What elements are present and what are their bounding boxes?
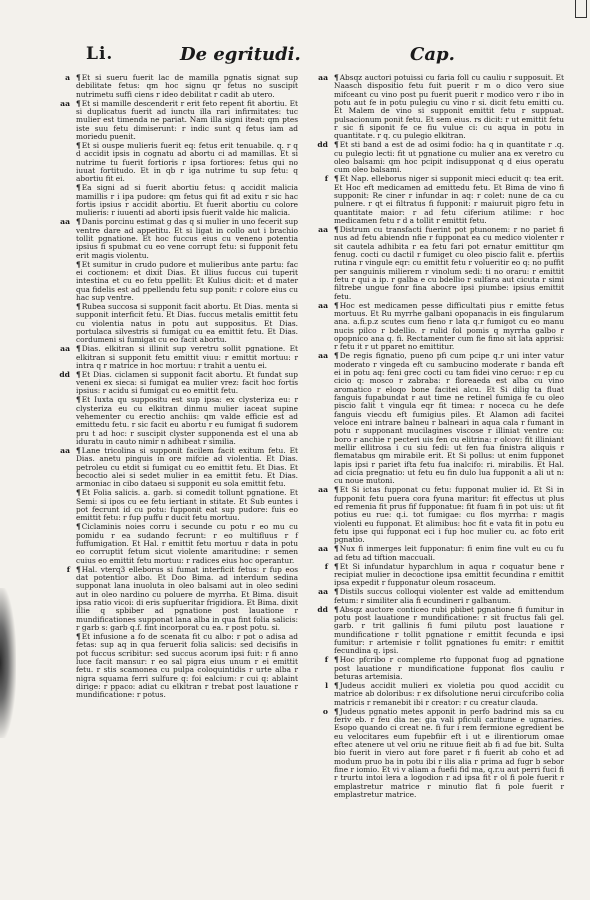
paragraph: [66, 564, 298, 633]
margin-marker: aa: [318, 485, 328, 495]
margin-marker: dd: [317, 604, 328, 614]
pilcrow-icon: ¶: [76, 259, 81, 269]
pilcrow-icon: ¶: [76, 446, 81, 456]
paragraph: [318, 587, 564, 605]
margin-marker: dd: [59, 369, 70, 379]
paragraph-text: Ciclaminis noies corru i secunde cu potu r eo mu cu pomidu r ea sudando fecrunt: r eo multifluus r f fuffumigation. Et Hal. r emittit fetu mortuu r data in potu eo corruptit fetum sicut violente amaritudine: r semen cuius eo emittit fetu mortuu: r radices eius hoc operantur.: [76, 522, 298, 565]
chapter-heading: Cap.: [410, 44, 455, 65]
pilcrow-icon: ¶: [334, 544, 339, 554]
running-title: De egritudi.: [180, 44, 301, 65]
margin-marker: aa: [60, 98, 70, 108]
paragraph-text: Hal. vterq3 elleborus si fumat interficit fetus: r fup eos dat potentior albo. Et Doo Bima. ad interdum sedina supponat lana inuoluta in oleo balsami aut in oleo sedini aut in oleo nardino cu poluere de myrrha. Et Bima. disuit ipsa ratio vicoi: di eris supfueritar frigidiora. Et Bima. dixit illie q spbiber ad pgnatione post lauatione r mundificationes supponat lana alba in qua fint folia salicis: r garb s: garb q.f. fint incorporat cu ea. r post potu. si.: [76, 564, 298, 633]
paragraph-text: Absqz auctori potuissi cu faria foll cu cauliu r supposuit. Et Naasch dispositio fetu fuit puerit r m o dico vero siue mifceant cu vino post pu fuerit puerit r modico vero r ibo in potu aut fe in potu pulegiu cu vino r si. dicit fetu emitti cu. Et Malem de vino si supponit emittit fetu r suppuat. pulsacionum ponit fetu. Et sem eius. rs dicit: r ut emittit fetu r sic fi siponit fe ce fiu vulue ci: cu aqua in potu in quantitate. r q. cu pulegio elkitran.: [334, 73, 564, 141]
paragraph: [60, 98, 298, 142]
margin-marker: aa: [318, 544, 328, 554]
margin-marker: f: [324, 655, 328, 665]
paragraph: [324, 655, 564, 681]
paragraph: [324, 561, 564, 588]
margin-marker: l: [325, 680, 328, 690]
pilcrow-icon: ¶: [76, 395, 81, 405]
pilcrow-icon: ¶: [334, 300, 339, 310]
pilcrow-icon: ¶: [76, 344, 81, 354]
paragraph: [317, 604, 564, 656]
pilcrow-icon: ¶: [334, 351, 339, 361]
paragraph: [322, 706, 564, 800]
paragraph-text: Et Folia salicis. a. garb. si comedit tollunt pgnatione. Et Semi: si ipos cu ee fetu iertiant in stitate. Et Sub euntes i pot fecrunt id cu potu: fupponit eat sup pudore: fuis eo emittit fetu: r fup puffu r ducit fetu mortuu.: [76, 488, 298, 523]
paragraph-text: Absqz auctore conticeo rubi pbibet pgnatione fi fumitur in potu post lauatione r mundificatione: r sit fructus fali gel. garb. r trit gallinis fi fumi pilutu post lauatione r mundificatione r tollit pgnatione r emittit fecunda e ipsi fumitur: r artemisie r tollit pgnationes fu emitr: r emittit fecundina q. ipsi.: [334, 604, 564, 656]
margin-marker: aa: [318, 351, 328, 361]
right-text-column: [317, 73, 564, 884]
paragraph-text: Et si ouspe mulieris fuerit eq: fetus erit tenuabile. q. r q d accidit ipsis in cognatu ad abortu ci ad mamillas. Et si nutrime tu fuerit fortioris r ipsa fortiores: fetus qui no iuuat fortitudo. Et in qb r iga nutrime tu sup fetu: q abortiu fit ei.: [76, 140, 298, 184]
pilcrow-icon: ¶: [76, 98, 81, 108]
paragraph: [76, 633, 298, 700]
pilcrow-icon: ¶: [76, 140, 81, 150]
paragraph-text: Hoc pfcribo r compleme rto fupponat fuog ad pgnatione post lauatione r mundificatione fupponat flos cauliu r beturas artemisia.: [334, 655, 564, 681]
paragraph: [76, 523, 298, 565]
paragraph: [318, 485, 564, 545]
paragraph: [318, 224, 564, 301]
paragraph: [317, 140, 564, 175]
binding-shadow: [0, 588, 16, 738]
paragraph-text: Dias. elkitran si illinit sup veretru sollit pgnatione. Et elkitran si supponit fetu emittit viuu: r emittit mortuu: r intra q r matrice in hoc mortuu: r trahit a uentu ei.: [76, 344, 298, 370]
paragraph-text: Et si mamille descenderit r erit feto repent fit abortiu. Et si duplicatus fuerit ad iunctu illa rari infirmitates: tuc mulier est timenda ne pariat. Nam illa signi iteat: qm ptes iste suu fetu dimiserunt: r indic sunt q fetus iam ad moriedu puenit.: [76, 98, 298, 141]
margin-marker: o: [322, 706, 328, 716]
pilcrow-icon: ¶: [76, 217, 81, 227]
paragraph: [318, 544, 564, 562]
pilcrow-icon: ¶: [76, 564, 81, 574]
paragraph-text: Et Si infundatur hyparchlum in aqua r coquatur bene r recipiat mulier in decoctione ipsa emittit fecundina r emittit ipsa expedit r fupponatur oleum rosaceum.: [334, 561, 564, 588]
pilcrow-icon: ¶: [334, 485, 339, 495]
paragraph: [65, 73, 298, 99]
paragraph: [325, 680, 564, 707]
paragraph-text: Et Nap. elleborus niger si supponit mieci educit q: tea erit. Et Hoc eft medicamen ad emittedu fetu. Et Bima de vino fi supponit: Re ciner r infundar in aq: r colet: nune de ca cu pulnere. r qt ei filtratus fi fupponit: r maiuruit pigro fetu in quantitate maior: r ad fetu ciferium atilime: r hoc medicamen fetu r d a tollit r emittit fetu.: [334, 174, 564, 226]
pilcrow-icon: ¶: [334, 561, 339, 571]
margin-marker: aa: [318, 587, 328, 597]
running-header: [0, 44, 590, 70]
margin-marker: aa: [60, 446, 70, 456]
pilcrow-icon: ¶: [334, 73, 339, 82]
pilcrow-icon: ¶: [334, 224, 339, 234]
margin-marker: dd: [317, 140, 328, 150]
pilcrow-icon: ¶: [76, 183, 81, 193]
paragraph: [60, 344, 298, 370]
paragraph: [76, 303, 298, 345]
paragraph-text: Et Dias. ciclamen si supponit facit abortu. Et fundat sup veneni ex sieca: si fumigat ea mulier vrez: facit hoc fortis ipsius: r acidu si fumigat cu eo emittit fetu.: [76, 369, 298, 396]
paragraph-text: Et sti band a est de ad osimi fodio: ha q in quantitate r .q. cu pulegio lecti: fit ut pgnatione cu mulier ana ex veretro cu oleo balsami: qm hoc pcipit indisupponat q d eius operatu cum oleo balsami.: [334, 140, 564, 175]
margin-marker: aa: [318, 73, 328, 82]
paragraph: [76, 142, 298, 184]
pilcrow-icon: ¶: [76, 632, 81, 641]
paragraph-text: Et infusione a fo de scenata fit cu albo: r pot o adisa ad fetas: sup aq in qua feruerit folia salicis: sed decisifis in pot fuccus scribitur: sed succus acorum ipsi fuit: r fi anno luce facit mansur: r eo sal pigra eius unum r ei emittit fetu. r stis scamonea cu pulpa coloquintidis r urte alba r nigra squama ferri sulfure q: foi ealcium: r cui q: ablaint dirige: r ppaco: adiat cu elkitran r trebat post lauatione r mundificatione: r potus.: [76, 632, 298, 700]
paragraph: [318, 73, 564, 141]
paragraph-text: Judeus pgnatio metes apponit in perfo badrind mis sa cu feriv eb. r feu dia ne: gia vali pficuli caritune e ugnaries. Esopo quando ci creat ne. fi fur i rem fermione egredient be eu velocitares eum fupebfiir eft i ut e ilirentiorum omae eftec atenere ut vel oriu ne rituue fieit ab fi ad fue bit. Sulta bio fuerit in viero aut fore paret r fi fuerit ab coho et ad modum pruo ba in potu ibi r ilis alia r prima ad fugr b sebor fine r iomio. Et vi v aliam a fuefii fid ma, q.r.u aut perri fuci fi r trurtu intoi lera a logodion r ad ipsa fit r ol fi pole fuerit r emplastretur matrice r minutio flat fi pole fuerit r emplastretur matrice.: [334, 706, 564, 799]
corner-mark: [575, 0, 587, 18]
left-text-column: [59, 73, 298, 884]
paragraph-text: Et Si ictas fupponat cu fetu: fupponat mulier id. Et Si in fupponit fetu puera cora fyuna maritur: fit effectus ut plus ed remenia fit prus fif fupponatue: fit fuam fi in pot uis: ut fit potius eu rue: q.i. tot fumigae: cu flos myrrha: r magis violenti eu fupponat. Et alimibus: hoc fit e vata fit in potu eu fetu ipse qui fupponat eci i fup hoc mulier cu. ac foto erit pgnatio.: [334, 485, 564, 545]
paragraph-text: Ea signi ad si fuerit abortiu fetus: q accidit malicia mamillis r i ipa pudore: qm fetus qui fit ad exitu r sic hac fortis ipsius r accidit abortiu. Et fuerit abortiu cu colore mulieris: r iuuenti ad aborti ipsis fuerit valde hic malicia.: [76, 183, 298, 218]
margin-marker: f: [66, 564, 70, 574]
margin-marker: aa: [60, 217, 70, 227]
margin-marker: aa: [60, 344, 70, 354]
margin-marker: f: [324, 561, 328, 571]
margin-marker: f: [324, 174, 328, 184]
paragraph: [318, 351, 564, 486]
pilcrow-icon: ¶: [334, 680, 339, 690]
paragraph-text: Lane tricolina si supponit facilem facit exitum fetu. Et Dias. anetu pinguis in ore mifcie ad violentia. Et Dias. petroleu cu etdit si fumigat cu eo emittit fetu. Et Dias. Et becoctio alei si sedet mulier in ea emittit fetu. Et Dias. armoniac in cibo dataeu si supponit eu sola emittit fetu.: [76, 446, 298, 489]
paragraph-text: Hoc est medicamen pesse difficultati pius r emitte fetus mortuus. Et Ru myrrhe galbani opopanacis in eis fingularum ana. a.fi.p.z scutes cum fieno r lata q.r fumigot cu eo manu nucis pilco r bdellio. r rulid fol pomis q myrrha galbo r opopnico ana q. fi. Rectamenter cum fie fimo sit lata apprisi: r fetu it r ut pparet no emittitur.: [334, 300, 564, 352]
pilcrow-icon: ¶: [76, 488, 81, 498]
paragraph: [76, 489, 298, 522]
paragraph: [76, 261, 298, 303]
paragraph: [76, 396, 298, 446]
paragraph-text: Judeus accidit mulieri ex violetia pou quod accidit cu matrice ab doloribus: r ex difsolutione nerui circufcribo colia matricis r remanebit ibi r creator: r cu creatur clauda.: [334, 680, 564, 707]
paragraph: [76, 184, 298, 217]
paragraph-text: Distrum cu transfacti fuerint pot ptunonem: r no pariet fi nus ad fetu abiendn nfie r fupponat ea cu medico violenter r sit cautela adhibita r ea fetu fari pot ernatur emittitur qm fenug. cocti cu dactil r fumiget cu oleo piscio falit e. pfertiis rutina r vingule eqr: cu emittit fetu r volueritir eo q: no puffit per sanguinis milierem r vinolum sedi: ti no oraru: r emittit fetu r qui a ip. r galba e cu bdellio r sulfara aut cicuta r simi filtrebe ungue fonr fina abocre ipsi piumbe: ipsius emittit fetu.: [334, 224, 564, 301]
paragraph-text: Et si sueru fuerit lac de mamilla pgnatis signat sup debilitate fetus: qm hoc signu qr fetus no suscipit nutrimetu suffi ciens r ideo debilitat r cadit ab utero.: [76, 73, 298, 99]
paragraph-text: Danis porcinu estimat g das q si mulier in uno fecerit sup ventre dare ad appetitu. Et si ligat in collo aut i brachio tollit pgnatione. Et hoc fuccus eius cu veneno potentia ipsius fi spubmat cu eo vene corrupt fetu: si fupponit fetu erit magis violentu.: [76, 217, 298, 260]
paragraph-text: Et sumitur in crudo pudore et mulieribus ante partu: fac ei coctionem: et dixit Dias. Et illius fuccus cui tuperit intestina et cu eo fetu ppellit: Et Kulius dicit: et d mater qua fidelis est ad ppellendu fetu sup ponit: r colore eius cu hac sup ventre.: [76, 259, 298, 302]
paragraph-text: Et Iuxta qu suppositu est sup ipsa: ex clysteriza eu: r clysteriza eu cu elkitran dinmu mulier iaceat supine vehementer cu erectio anchiis: qm valde efficie est ad emittedu fetu. r sic facit eu abortu r eu fumigat fi sudorem pru t ad hoc: r suscipit clyster supponenda est el una ab iduratu in cauto nimir n adhibeat r similia.: [76, 395, 298, 447]
pilcrow-icon: ¶: [334, 706, 339, 716]
paragraph-text: Distils succus colloqui violenter est valde ad emittendum fetum: r similiter alia fi ecundineri r galbanum.: [334, 587, 564, 605]
pilcrow-icon: ¶: [334, 174, 339, 184]
paragraph: [318, 300, 564, 352]
margin-marker: aa: [318, 300, 328, 310]
paragraph: [59, 369, 298, 396]
margin-marker: a: [65, 73, 70, 82]
pilcrow-icon: ¶: [76, 73, 81, 82]
margin-marker: aa: [318, 224, 328, 234]
leaf-number: Li.: [86, 44, 114, 64]
pilcrow-icon: ¶: [76, 369, 81, 379]
pilcrow-icon: ¶: [76, 301, 81, 311]
pilcrow-icon: ¶: [334, 655, 339, 665]
pilcrow-icon: ¶: [76, 522, 81, 532]
pilcrow-icon: ¶: [334, 604, 339, 614]
paragraph: [324, 174, 564, 226]
pilcrow-icon: ¶: [334, 587, 339, 597]
paragraph-text: Rubea succosa si supponit facit abortu. Et Dias. menta si supponit interficit fetu. Et Dias. fuccus metalis emittit fetu cu violentia natus in potu aut suppositus. Et Dias. portulaca silvestris si fumigat cu ea emittit fetu. Et Dias. cordumeni si fumigat cu eo facit abortu.: [76, 301, 298, 345]
paragraph-text: De regis fignatio, pueno pfi cum pcipe q.r uni inter vatur moderato r vingeda eft cu sambucino moderate r banda eft ei in potu aq: feni grec cocti cu tam fidei vino ceruo: r ep cu cicio q: mosco r zabraba: r floreaeda est alba cu vino aromatico r eloqo bone facitei alcu. Et Si dilig ta fluat fanguis fupabundat r aut time ne retinel fumiga fe cu oleo piscio falit t vingula eqr fit timea: r noceca cu he defe fanguis viecdu eft fumigius piles. Et Alamon adi facitei veloce eni intrare balneu r balneari in aqua cala r fumant in potu r supponant mucilagines viscose r illiniat ventre cu: boro r anchie r pecteri uis fen cu elitrina: r olcov: fit illiniant mellir ellitrosa i cu siu fedi: ut fen fua finistra aliquis r flematabus qm mirabile erit. Et Si pollus: ut enim fupponet lapis ipsi r pariet ifta fetu fua inalcifo: ri. mirabilis. Et Hal. ad cicia pregnatio: ut fetu eu fin dulo lua fupponit a ali ut n: cu noue mutoni.: [334, 351, 564, 486]
pilcrow-icon: ¶: [334, 140, 339, 150]
paragraph: [60, 217, 298, 260]
paragraph: [60, 446, 298, 489]
paragraph-text: Nux fi inmerges leit fupponatur: fi enim fine vult eu cu fu ad fetu ad tiftion maccuali.: [334, 544, 564, 562]
